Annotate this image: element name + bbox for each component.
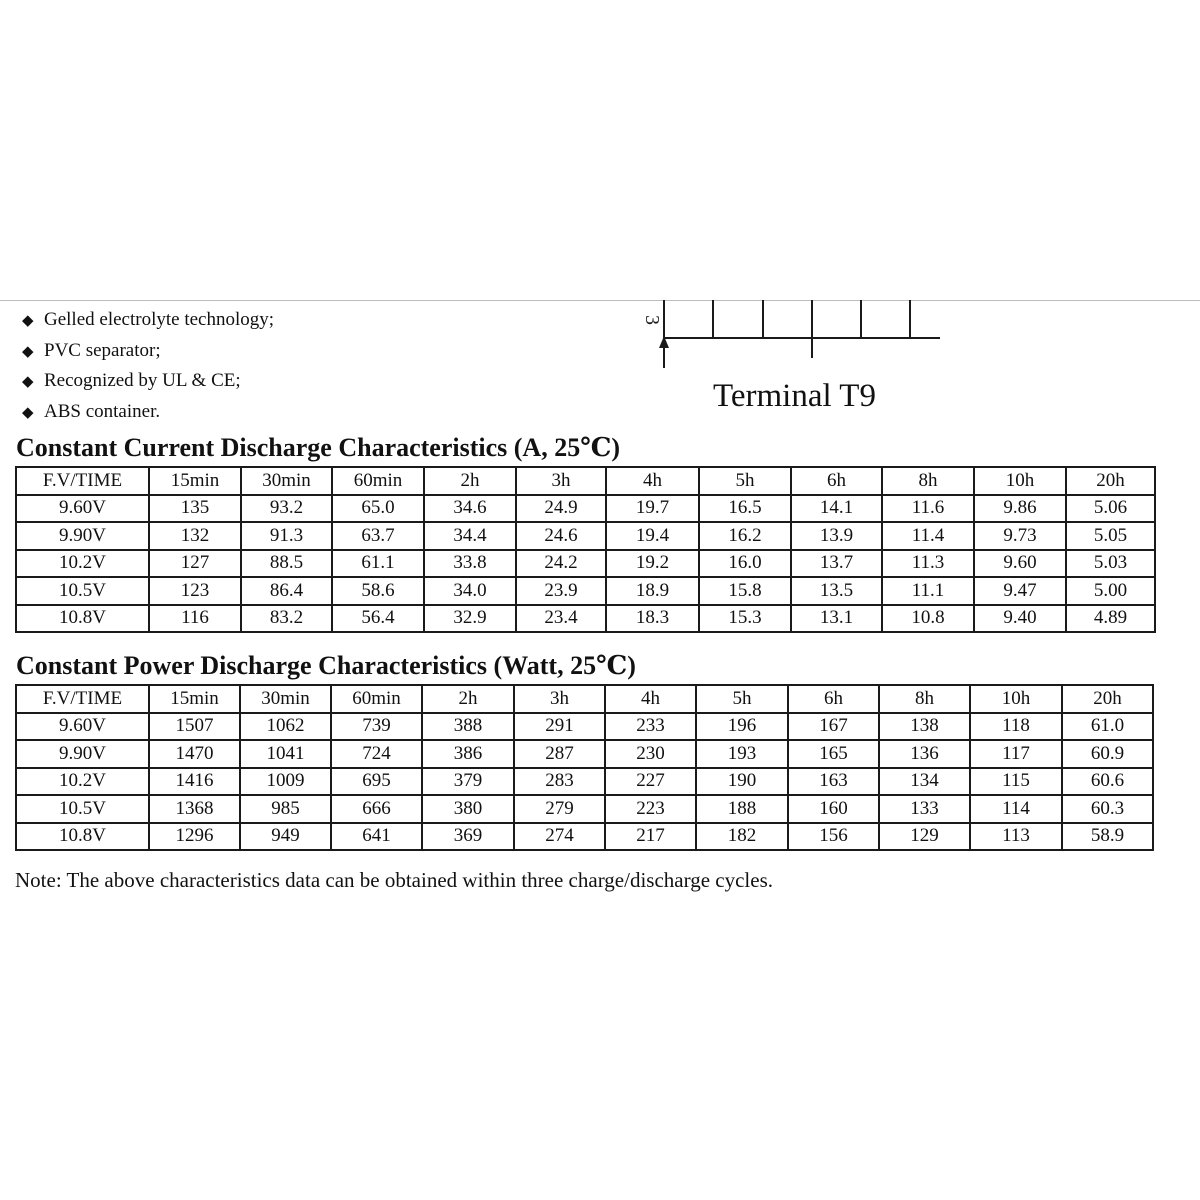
value-cell: 15.8 xyxy=(699,577,791,605)
power-discharge-table xyxy=(15,684,1154,851)
value-cell: 19.4 xyxy=(606,522,699,550)
voltage-cell: 10.2V xyxy=(16,768,149,796)
value-cell: 233 xyxy=(605,713,696,741)
value-cell: 11.1 xyxy=(882,577,974,605)
header-cell: 5h xyxy=(699,467,791,495)
value-cell: 58.6 xyxy=(332,577,424,605)
table-row xyxy=(16,768,1153,796)
diamond-bullet-icon: ◆ xyxy=(22,374,34,390)
value-cell: 379 xyxy=(422,768,514,796)
value-cell: 117 xyxy=(970,740,1062,768)
value-cell: 135 xyxy=(149,495,241,523)
value-cell: 10.8 xyxy=(882,605,974,633)
value-cell: 985 xyxy=(240,795,331,823)
current-discharge-table xyxy=(15,466,1156,633)
value-cell: 4.89 xyxy=(1066,605,1155,633)
value-cell: 61.1 xyxy=(332,550,424,578)
value-cell: 60.6 xyxy=(1062,768,1153,796)
value-cell: 11.4 xyxy=(882,522,974,550)
value-cell: 279 xyxy=(514,795,605,823)
value-cell: 23.4 xyxy=(516,605,606,633)
header-cell: 60min xyxy=(331,685,422,713)
value-cell: 1062 xyxy=(240,713,331,741)
value-cell: 15.3 xyxy=(699,605,791,633)
table-row xyxy=(16,495,1155,523)
value-cell: 34.6 xyxy=(424,495,516,523)
table-header-row xyxy=(16,467,1155,495)
value-cell: 16.5 xyxy=(699,495,791,523)
value-cell: 1041 xyxy=(240,740,331,768)
value-cell: 1416 xyxy=(149,768,240,796)
header-cell: 4h xyxy=(606,467,699,495)
value-cell: 9.47 xyxy=(974,577,1066,605)
terminal-diagram xyxy=(638,296,948,376)
value-cell: 123 xyxy=(149,577,241,605)
value-cell: 114 xyxy=(970,795,1062,823)
value-cell: 291 xyxy=(514,713,605,741)
header-cell: 8h xyxy=(879,685,970,713)
terminal-label: Terminal T9 xyxy=(713,378,876,414)
dimension-label: 3 xyxy=(641,315,663,325)
value-cell: 666 xyxy=(331,795,422,823)
table-header-row xyxy=(16,685,1153,713)
value-cell: 5.00 xyxy=(1066,577,1155,605)
header-cell: 20h xyxy=(1062,685,1153,713)
voltage-cell: 10.8V xyxy=(16,823,149,851)
value-cell: 695 xyxy=(331,768,422,796)
value-cell: 388 xyxy=(422,713,514,741)
value-cell: 217 xyxy=(605,823,696,851)
value-cell: 19.2 xyxy=(606,550,699,578)
value-cell: 18.3 xyxy=(606,605,699,633)
value-cell: 60.9 xyxy=(1062,740,1153,768)
feature-text: Gelled electrolyte technology; xyxy=(44,309,275,330)
header-cell: 20h xyxy=(1066,467,1155,495)
value-cell: 227 xyxy=(605,768,696,796)
value-cell: 61.0 xyxy=(1062,713,1153,741)
value-cell: 88.5 xyxy=(241,550,332,578)
table-row xyxy=(16,795,1153,823)
value-cell: 32.9 xyxy=(424,605,516,633)
value-cell: 58.9 xyxy=(1062,823,1153,851)
value-cell: 223 xyxy=(605,795,696,823)
value-cell: 13.5 xyxy=(791,577,882,605)
value-cell: 230 xyxy=(605,740,696,768)
value-cell: 5.06 xyxy=(1066,495,1155,523)
value-cell: 1507 xyxy=(149,713,240,741)
value-cell: 182 xyxy=(696,823,788,851)
value-cell: 127 xyxy=(149,550,241,578)
header-cell: 6h xyxy=(791,467,882,495)
value-cell: 56.4 xyxy=(332,605,424,633)
feature-text: Recognized by UL & CE; xyxy=(44,370,241,391)
value-cell: 1368 xyxy=(149,795,240,823)
header-cell: 2h xyxy=(424,467,516,495)
value-cell: 283 xyxy=(514,768,605,796)
table-row xyxy=(16,740,1153,768)
voltage-cell: 9.60V xyxy=(16,495,149,523)
value-cell: 24.2 xyxy=(516,550,606,578)
value-cell: 33.8 xyxy=(424,550,516,578)
voltage-cell: 10.2V xyxy=(16,550,149,578)
header-cell: 10h xyxy=(974,467,1066,495)
header-cell: 8h xyxy=(882,467,974,495)
value-cell: 136 xyxy=(879,740,970,768)
value-cell: 91.3 xyxy=(241,522,332,550)
value-cell: 113 xyxy=(970,823,1062,851)
feature-text: ABS container. xyxy=(44,400,161,422)
value-cell: 380 xyxy=(422,795,514,823)
value-cell: 160 xyxy=(788,795,879,823)
value-cell: 115 xyxy=(970,768,1062,796)
value-cell: 1470 xyxy=(149,740,240,768)
footnote: Note: The above characteristics data can be obtained within three charge/discharge cycles. xyxy=(15,868,774,892)
value-cell: 65.0 xyxy=(332,495,424,523)
power-discharge-title: Constant Power Discharge Characteristics (Watt, 25℃) xyxy=(16,651,636,680)
diamond-bullet-icon: ◆ xyxy=(22,313,34,329)
feature-item xyxy=(22,306,274,337)
header-cell: 3h xyxy=(516,467,606,495)
voltage-cell: 10.5V xyxy=(16,795,149,823)
header-cell: 6h xyxy=(788,685,879,713)
feature-item xyxy=(22,367,274,398)
value-cell: 156 xyxy=(788,823,879,851)
table-row xyxy=(16,605,1155,633)
header-cell: F.V/TIME xyxy=(16,685,149,713)
value-cell: 11.6 xyxy=(882,495,974,523)
value-cell: 9.73 xyxy=(974,522,1066,550)
feature-item xyxy=(22,398,274,429)
diamond-bullet-icon: ◆ xyxy=(22,343,34,360)
table-row xyxy=(16,550,1155,578)
value-cell: 129 xyxy=(879,823,970,851)
value-cell: 34.0 xyxy=(424,577,516,605)
value-cell: 19.7 xyxy=(606,495,699,523)
value-cell: 163 xyxy=(788,768,879,796)
value-cell: 369 xyxy=(422,823,514,851)
value-cell: 165 xyxy=(788,740,879,768)
value-cell: 133 xyxy=(879,795,970,823)
value-cell: 16.2 xyxy=(699,522,791,550)
feature-list xyxy=(22,306,274,428)
value-cell: 386 xyxy=(422,740,514,768)
value-cell: 5.03 xyxy=(1066,550,1155,578)
value-cell: 641 xyxy=(331,823,422,851)
value-cell: 14.1 xyxy=(791,495,882,523)
value-cell: 18.9 xyxy=(606,577,699,605)
value-cell: 9.40 xyxy=(974,605,1066,633)
value-cell: 13.1 xyxy=(791,605,882,633)
header-cell: 30min xyxy=(241,467,332,495)
header-cell: 3h xyxy=(514,685,605,713)
voltage-cell: 9.90V xyxy=(16,740,149,768)
value-cell: 83.2 xyxy=(241,605,332,633)
value-cell: 23.9 xyxy=(516,577,606,605)
header-cell: 15min xyxy=(149,467,241,495)
value-cell: 193 xyxy=(696,740,788,768)
value-cell: 138 xyxy=(879,713,970,741)
header-cell: 2h xyxy=(422,685,514,713)
value-cell: 118 xyxy=(970,713,1062,741)
value-cell: 1296 xyxy=(149,823,240,851)
diamond-bullet-icon: ◆ xyxy=(22,404,34,421)
voltage-cell: 9.60V xyxy=(16,713,149,741)
table-row xyxy=(16,522,1155,550)
value-cell: 34.4 xyxy=(424,522,516,550)
value-cell: 16.0 xyxy=(699,550,791,578)
value-cell: 724 xyxy=(331,740,422,768)
value-cell: 196 xyxy=(696,713,788,741)
value-cell: 739 xyxy=(331,713,422,741)
table-row xyxy=(16,823,1153,851)
value-cell: 24.9 xyxy=(516,495,606,523)
value-cell: 9.60 xyxy=(974,550,1066,578)
value-cell: 5.05 xyxy=(1066,522,1155,550)
value-cell: 24.6 xyxy=(516,522,606,550)
voltage-cell: 9.90V xyxy=(16,522,149,550)
value-cell: 13.9 xyxy=(791,522,882,550)
feature-item xyxy=(22,337,274,368)
value-cell: 287 xyxy=(514,740,605,768)
value-cell: 93.2 xyxy=(241,495,332,523)
value-cell: 13.7 xyxy=(791,550,882,578)
header-cell: 5h xyxy=(696,685,788,713)
value-cell: 949 xyxy=(240,823,331,851)
voltage-cell: 10.8V xyxy=(16,605,149,633)
header-cell: F.V/TIME xyxy=(16,467,149,495)
value-cell: 132 xyxy=(149,522,241,550)
value-cell: 167 xyxy=(788,713,879,741)
value-cell: 63.7 xyxy=(332,522,424,550)
header-cell: 4h xyxy=(605,685,696,713)
header-cell: 10h xyxy=(970,685,1062,713)
table-row xyxy=(16,713,1153,741)
voltage-cell: 10.5V xyxy=(16,577,149,605)
header-cell: 60min xyxy=(332,467,424,495)
value-cell: 116 xyxy=(149,605,241,633)
feature-text: PVC separator; xyxy=(44,339,161,361)
value-cell: 1009 xyxy=(240,768,331,796)
value-cell: 60.3 xyxy=(1062,795,1153,823)
top-divider xyxy=(0,300,1200,301)
table-row xyxy=(16,577,1155,605)
value-cell: 190 xyxy=(696,768,788,796)
value-cell: 274 xyxy=(514,823,605,851)
header-cell: 15min xyxy=(149,685,240,713)
value-cell: 134 xyxy=(879,768,970,796)
value-cell: 86.4 xyxy=(241,577,332,605)
current-discharge-title: Constant Current Discharge Characteristics (A, 25℃) xyxy=(16,433,621,462)
value-cell: 9.86 xyxy=(974,495,1066,523)
value-cell: 188 xyxy=(696,795,788,823)
value-cell: 11.3 xyxy=(882,550,974,578)
header-cell: 30min xyxy=(240,685,331,713)
